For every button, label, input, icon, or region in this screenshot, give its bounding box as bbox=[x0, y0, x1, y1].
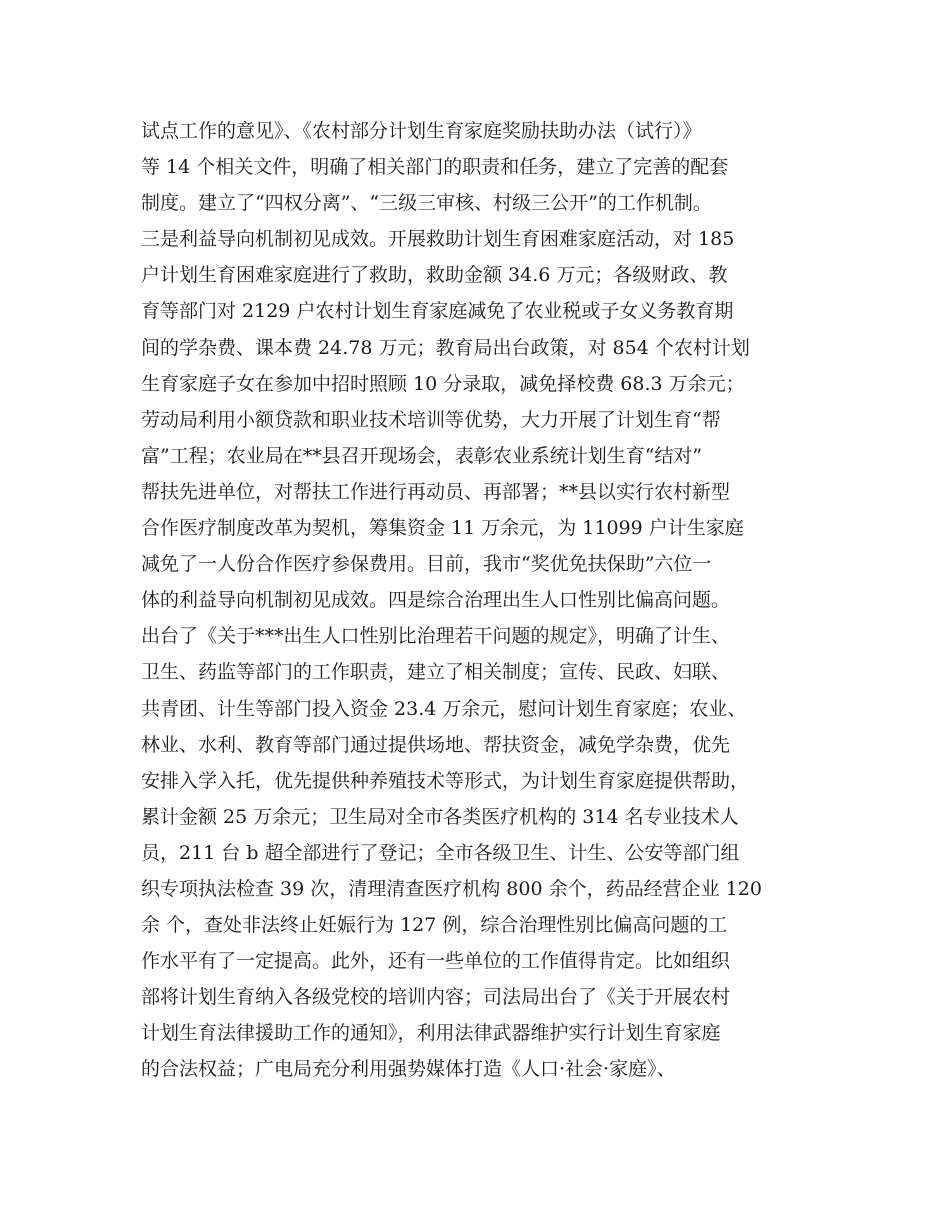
text-line: 共青团、计生等部门投入资金 23.4 万余元，慰问计划生育家庭；农业、 bbox=[141, 697, 747, 720]
text-line: 织专项执法检查 39 次，清理清查医疗机构 800 余个，药品经营企业 120 bbox=[141, 877, 762, 900]
text-line: 育等部门对 2129 户农村计划生育家庭减免了农业税或子女义务教育期 bbox=[141, 300, 734, 323]
text-line: 生育家庭子女在参加中招时照顾 10 分录取，减免择校费 68.3 万余元； bbox=[141, 372, 745, 395]
text-line: 制度。建立了“四权分离”、“三级三审核、村级三公开”的工作机制。 bbox=[141, 192, 712, 215]
text-line: 合作医疗制度改革为契机，筹集资金 11 万余元，为 11099 户计生家庭 bbox=[141, 517, 744, 540]
text-line: 林业、水利、教育等部门通过提供场地、帮扶资金，减免学杂费，优先 bbox=[141, 733, 731, 756]
text-line: 减免了一人份合作医疗参保费用。目前，我市“奖优免扶保助”六位一 bbox=[141, 553, 712, 576]
text-line: 劳动局利用小额贷款和职业技术培训等优势，大力开展了计划生育“帮 bbox=[141, 408, 721, 431]
text-line: 员，211 台 b 超全部进行了登记；全市各级卫生、计生、公安等部门组 bbox=[141, 841, 740, 864]
text-line: 等 14 个相关文件，明确了相关部门的职责和任务，建立了完善的配套 bbox=[141, 156, 729, 179]
text-line: 试点工作的意见》、《农村部分计划生育家庭奖励扶助办法（试行）》 bbox=[141, 120, 702, 142]
text-line: 作水平有了一定提高。此外，还有一些单位的工作值得肯定。比如组织 bbox=[141, 950, 731, 973]
body-text bbox=[141, 113, 831, 1088]
text-line: 卫生、药监等部门的工作职责，建立了相关制度；宣传、民政、妇联、 bbox=[141, 661, 731, 684]
text-line: 出台了《关于***出生人口性别比治理若干问题的规定》，明确了计生、 bbox=[141, 625, 731, 648]
text-line: 间的学杂费、课本费 24.78 万元；教育局出台政策，对 854 个农村计划 bbox=[141, 336, 750, 359]
text-line: 体的利益导向机制初见成效。四是综合治理出生人口性别比偏高问题。 bbox=[141, 589, 731, 612]
text-line: 帮扶先进单位，对帮扶工作进行再动员、再部署；**县以实行农村新型 bbox=[141, 480, 731, 503]
text-line: 计划生育法律援助工作的通知》，利用法律武器维护实行计划生育家庭 bbox=[141, 1022, 721, 1045]
text-line: 户计划生育困难家庭进行了救助，救助金额 34.6 万元；各级财政、教 bbox=[141, 264, 728, 287]
text-line: 部将计划生育纳入各级党校的培训内容；司法局出台了《关于开展农村 bbox=[141, 986, 731, 1009]
text-line: 三是利益导向机制初见成效。开展救助计划生育困难家庭活动，对 185 bbox=[141, 228, 735, 251]
text-line: 的合法权益；广电局充分利用强势媒体打造《人口·社会·家庭》、 bbox=[141, 1058, 676, 1081]
text-line: 安排入学入托，优先提供种养殖技术等形式，为计划生育家庭提供帮助， bbox=[141, 769, 750, 792]
text-line: 富”工程；农业局在**县召开现场会，表彰农业系统计划生育“结对” bbox=[141, 444, 703, 467]
text-line: 余 个，查处非法终止妊娠行为 127 例，综合治理性别比偏高问题的工 bbox=[141, 914, 728, 937]
text-line: 累计金额 25 万余元；卫生局对全市各类医疗机构的 314 名专业技术人 bbox=[141, 805, 739, 828]
